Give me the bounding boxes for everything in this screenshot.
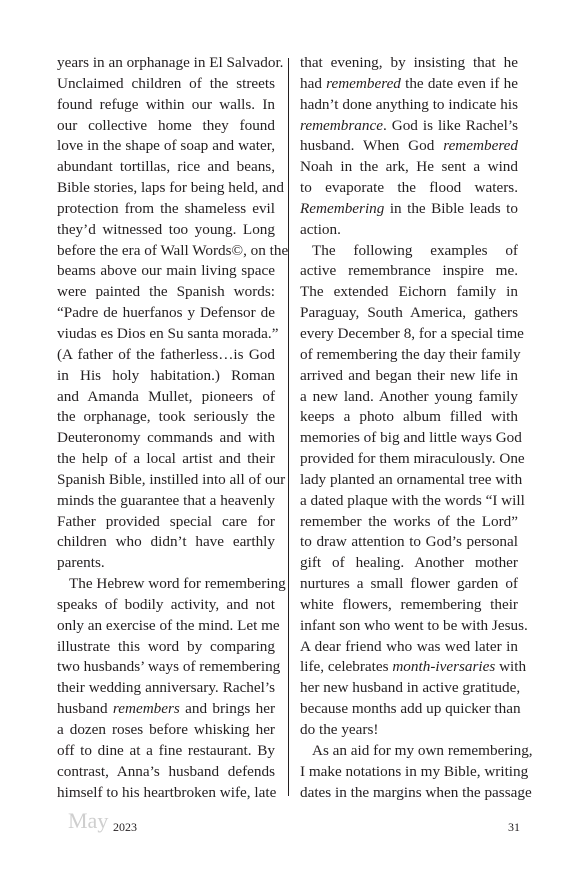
text-run: himself to his heartbroken wife, late — [57, 783, 277, 801]
text-line — [57, 720, 275, 741]
text-run: found refuge within our walls. In — [57, 95, 275, 113]
text-line — [300, 783, 532, 804]
text-run: “Padre de huerfanos y Defensor de — [57, 304, 275, 322]
text-run: a dozen roses before whisking her — [57, 721, 275, 738]
text-line — [300, 470, 523, 491]
text-line — [57, 428, 275, 449]
text-run: white flowers, remembering their — [300, 595, 518, 613]
text-line — [300, 428, 522, 449]
text-line — [300, 741, 533, 762]
text-line — [57, 678, 275, 699]
text-line — [300, 366, 518, 387]
text-run: Paraguay, South America, gathers — [300, 304, 518, 322]
text-run: and Amanda Mullet, pioneers of — [57, 387, 275, 405]
text-line — [300, 199, 518, 220]
text-run: in His holy habitation.) Roman — [57, 366, 275, 384]
text-run: to evaporate the flood waters. — [300, 179, 518, 197]
text-line — [300, 157, 518, 178]
text-line — [57, 657, 281, 678]
italic-text: remembrance — [300, 116, 383, 134]
text-line — [57, 282, 275, 303]
text-line — [300, 178, 518, 199]
text-line — [57, 783, 275, 804]
text-line — [57, 470, 286, 491]
text-run: the orphanage, took seriously the — [57, 408, 275, 426]
text-run: Father provided special care for — [57, 512, 275, 530]
text-run: gift of healing. Another mother — [300, 554, 518, 572]
text-line — [57, 95, 275, 116]
text-line — [300, 407, 518, 428]
text-run: The Hebrew word for remembering — [69, 575, 286, 593]
text-run: memories of big and little ways God — [300, 429, 522, 447]
text-line — [57, 491, 275, 512]
text-line — [57, 532, 275, 553]
text-run: (A father of the fatherless…is God — [57, 345, 275, 363]
text-line — [300, 303, 518, 324]
italic-text: remembers — [112, 700, 180, 718]
text-run: husband. When God — [300, 137, 444, 155]
text-line — [57, 261, 275, 282]
text-run: their wedding anniversary. Rachel’s — [57, 679, 275, 697]
italic-text: Remembering — [300, 199, 385, 217]
text-run: parents. — [57, 554, 105, 572]
italic-text: remembered — [326, 74, 401, 92]
text-line — [300, 136, 518, 157]
text-line — [57, 366, 275, 387]
text-line — [300, 261, 518, 282]
text-run: minds the guarantee that a heavenly — [57, 491, 276, 509]
right-column — [300, 53, 533, 803]
footer-month: May — [68, 808, 109, 833]
text-run: The extended Eichorn family in — [300, 283, 518, 301]
text-run: illustrate this word by comparing — [57, 637, 275, 655]
text-line — [300, 74, 518, 95]
text-run: viudas es Dios en Su santa morada.” — [57, 324, 279, 342]
text-run: they’d witnessed too young. Long — [57, 220, 275, 238]
page-number: 31 — [508, 820, 520, 834]
text-line — [300, 53, 518, 74]
text-run: beams above our main living space — [57, 262, 275, 280]
text-run: a new land. Another young family — [300, 387, 518, 405]
text-run: years in an orphanage in El Salvador. — [57, 54, 284, 71]
text-line — [57, 178, 284, 199]
text-run: do the years! — [300, 721, 379, 738]
text-line — [300, 345, 521, 366]
text-run: Unclaimed children of the streets — [57, 74, 275, 92]
text-line — [57, 220, 275, 241]
text-run: before the era of Wall Words©, on the — [57, 241, 289, 259]
text-line — [57, 157, 275, 178]
text-line — [57, 241, 289, 262]
text-line — [300, 220, 518, 241]
text-run: lady planted an ornamental tree with — [300, 470, 523, 488]
text-run: to draw attention to God’s personal — [300, 533, 518, 551]
text-line — [57, 199, 275, 220]
text-run: A dear friend who was wed later in — [300, 637, 518, 655]
text-run: the help of a local artist and their — [57, 450, 275, 468]
text-line — [57, 553, 275, 574]
text-line — [300, 449, 525, 470]
text-line — [57, 595, 275, 616]
text-run: off to dine at a fine restaurant. By — [57, 741, 275, 759]
text-line — [300, 95, 518, 116]
text-line — [57, 303, 275, 324]
text-line — [57, 616, 280, 637]
text-line — [300, 616, 528, 637]
text-run: protection from the shameless evil — [57, 199, 275, 217]
text-line — [57, 53, 284, 74]
text-run: I make notations in my Bible, writing — [300, 762, 529, 780]
text-line — [57, 512, 275, 533]
text-run: As an aid for my own remembering, — [312, 741, 533, 759]
text-line — [57, 407, 275, 428]
text-run: speaks of bodily activity, and not — [57, 595, 275, 613]
text-run: children who didn’t have earthly — [57, 533, 275, 551]
text-line — [57, 762, 275, 783]
text-line — [300, 387, 518, 408]
text-line — [300, 491, 525, 512]
column-divider — [288, 58, 289, 796]
text-line — [57, 741, 275, 762]
text-line — [57, 136, 275, 157]
text-run: active remembrance inspire me. — [300, 262, 518, 280]
text-line — [57, 74, 275, 95]
text-line — [300, 116, 518, 137]
text-run: nurtures a small flower garden of — [300, 575, 518, 593]
text-run: infant son who went to be with Jesus. — [300, 616, 528, 634]
text-line — [300, 512, 518, 533]
text-line — [57, 637, 275, 658]
text-run: provided for them miraculously. One — [300, 450, 525, 468]
text-run: dates in the margins when the passage — [300, 783, 532, 801]
text-run: a dated plaque with the words “I will — [300, 491, 525, 509]
text-line — [300, 678, 521, 699]
text-run: Bible stories, laps for being held, and — [57, 179, 284, 197]
text-line — [57, 574, 286, 595]
text-run: . God is like Rachel’s — [382, 116, 518, 134]
text-run: life, celebrates — [300, 658, 393, 676]
text-run: remember the works of the Lord” — [300, 512, 518, 530]
text-run: Spanish Bible, instilled into all of our — [57, 470, 286, 488]
text-line — [57, 387, 275, 408]
text-line — [300, 574, 518, 595]
text-run: with — [495, 658, 527, 676]
text-run: action. — [300, 220, 341, 238]
italic-text: remembered — [443, 137, 518, 155]
text-line — [300, 762, 529, 783]
text-line — [57, 116, 275, 137]
text-run: every December 8, for a special time — [300, 324, 524, 342]
text-run: keeps a photo album filled with — [300, 408, 518, 426]
text-line — [300, 553, 518, 574]
text-run: the date even if he — [400, 74, 518, 92]
text-line — [57, 699, 275, 720]
text-run: two husbands’ ways of remembering — [57, 658, 281, 676]
text-line — [300, 720, 518, 741]
text-run: had — [300, 74, 327, 92]
text-line — [300, 241, 518, 262]
text-line — [57, 324, 279, 345]
text-line — [300, 657, 527, 678]
text-run: husband — [57, 700, 113, 718]
text-line — [300, 699, 521, 720]
text-run: because months add up quicker than — [300, 700, 521, 718]
italic-text: month-iversaries — [392, 658, 496, 676]
text-run: our collective home they found — [57, 116, 275, 134]
text-run: her new husband in active gratitude, — [300, 679, 521, 697]
text-run: in the Bible leads to — [384, 199, 518, 217]
text-run: contrast, Anna’s husband defends — [57, 762, 275, 780]
text-run: of remembering the day their family — [300, 345, 521, 363]
text-line — [300, 324, 524, 345]
text-line — [300, 595, 518, 616]
text-run: arrived and began their new life in — [300, 366, 518, 384]
text-run: abundant tortillas, rice and beans, — [57, 158, 275, 176]
text-line — [57, 345, 275, 366]
text-run: hadn’t done anything to indicate his — [300, 95, 518, 113]
text-run: only an exercise of the mind. Let me — [57, 616, 280, 634]
text-run: that evening, by insisting that he — [300, 54, 518, 71]
text-run: love in the shape of soap and water, — [57, 137, 275, 155]
text-run: were painted the Spanish words: — [57, 283, 275, 301]
text-line — [57, 449, 275, 470]
left-column — [57, 53, 289, 803]
text-line — [300, 282, 518, 303]
text-run: and brings her — [179, 700, 276, 718]
text-run: The following examples of — [312, 241, 518, 259]
text-run: Deuteronomy commands and with — [57, 429, 275, 447]
text-line — [300, 532, 518, 553]
text-line — [300, 637, 518, 658]
text-run: Noah in the ark, He sent a wind — [300, 158, 518, 176]
footer-year: 2023 — [113, 820, 137, 834]
